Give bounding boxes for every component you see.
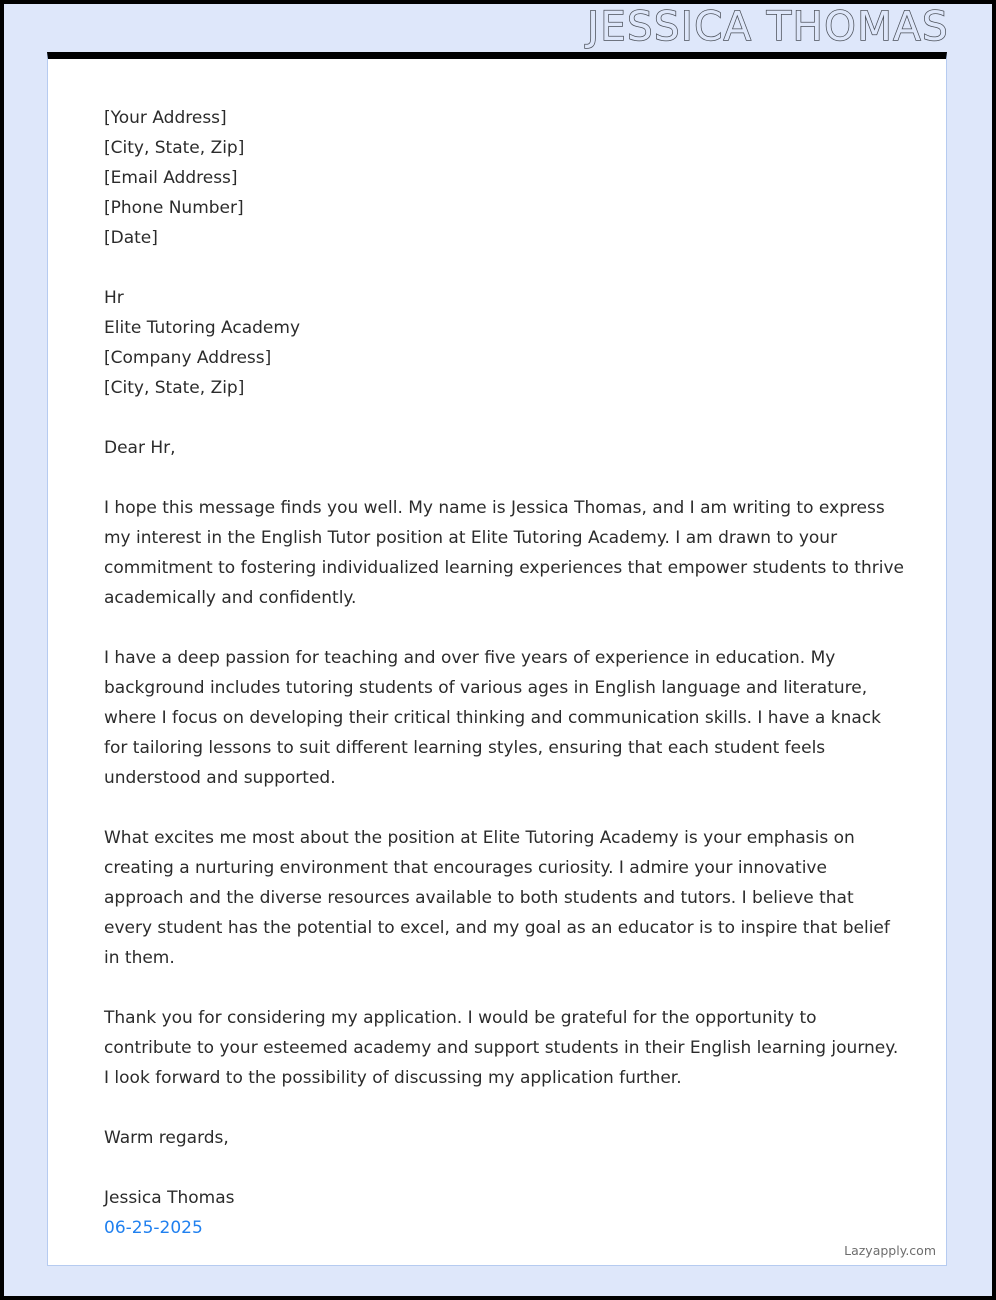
- recipient-address-line: Hr: [104, 288, 124, 308]
- body-paragraph: I have a deep passion for teaching and over five years of experience in education. My background includes tutoring students of various ages in English language and literature, where I focus on developing their critical thinking and communication skills. I have a knack for tailoring lessons to suit different learning styles, ensuring that each student feels understood and supported.: [104, 648, 881, 788]
- sender-address-block: [104, 103, 904, 253]
- body-paragraph: Thank you for considering my application. I would be grateful for the opportunity to contribute to your esteemed academy and support students in their English learning journey. I look forward to the possibility of discussing my application further.: [104, 1008, 899, 1088]
- spacer: [104, 253, 904, 283]
- spacer: [104, 1093, 904, 1123]
- footer-brand-watermark: Lazyapply.com: [844, 1243, 936, 1258]
- sender-address-line: [Date]: [104, 228, 158, 248]
- body-paragraph: I hope this message finds you well. My name is Jessica Thomas, and I am writing to express my interest in the English Tutor position at Elite Tutoring Academy. I am drawn to your commitment to fostering individualized learning experiences that empower students to thrive academically and confidently.: [104, 498, 904, 608]
- recipient-address-line: Elite Tutoring Academy: [104, 318, 301, 338]
- signature-date: 06-25-2025: [104, 1218, 203, 1238]
- page-frame: [4, 4, 992, 1296]
- salutation: Dear Hr,: [104, 438, 176, 458]
- recipient-address-line: [Company Address]: [104, 348, 272, 368]
- body-paragraph: What excites me most about the position at Elite Tutoring Academy is your emphasis on creating a nurturing environment that encourages curiosity. I admire your innovative approach and the diverse resources available to both students and tutors. I believe that every student has the potential to excel, and my goal as an educator is to inspire that belief in them.: [104, 828, 890, 968]
- closing-line: Warm regards,: [104, 1128, 229, 1148]
- spacer: [104, 613, 904, 643]
- recipient-address-line: [City, State, Zip]: [104, 378, 245, 398]
- spacer: [104, 973, 904, 1003]
- sender-address-line: [Email Address]: [104, 168, 238, 188]
- signature-name: Jessica Thomas: [104, 1188, 235, 1208]
- letter-body: [104, 103, 904, 1243]
- spacer: [104, 403, 904, 433]
- letter-card: [47, 52, 947, 1266]
- spacer: [104, 463, 904, 493]
- header-band: [4, 4, 992, 52]
- spacer: [104, 793, 904, 823]
- recipient-address-block: [104, 283, 904, 403]
- sender-address-line: [City, State, Zip]: [104, 138, 245, 158]
- sender-address-line: [Phone Number]: [104, 198, 244, 218]
- sender-address-line: [Your Address]: [104, 108, 227, 128]
- spacer: [104, 1153, 904, 1183]
- page-title: JESSICA THOMAS: [587, 4, 949, 50]
